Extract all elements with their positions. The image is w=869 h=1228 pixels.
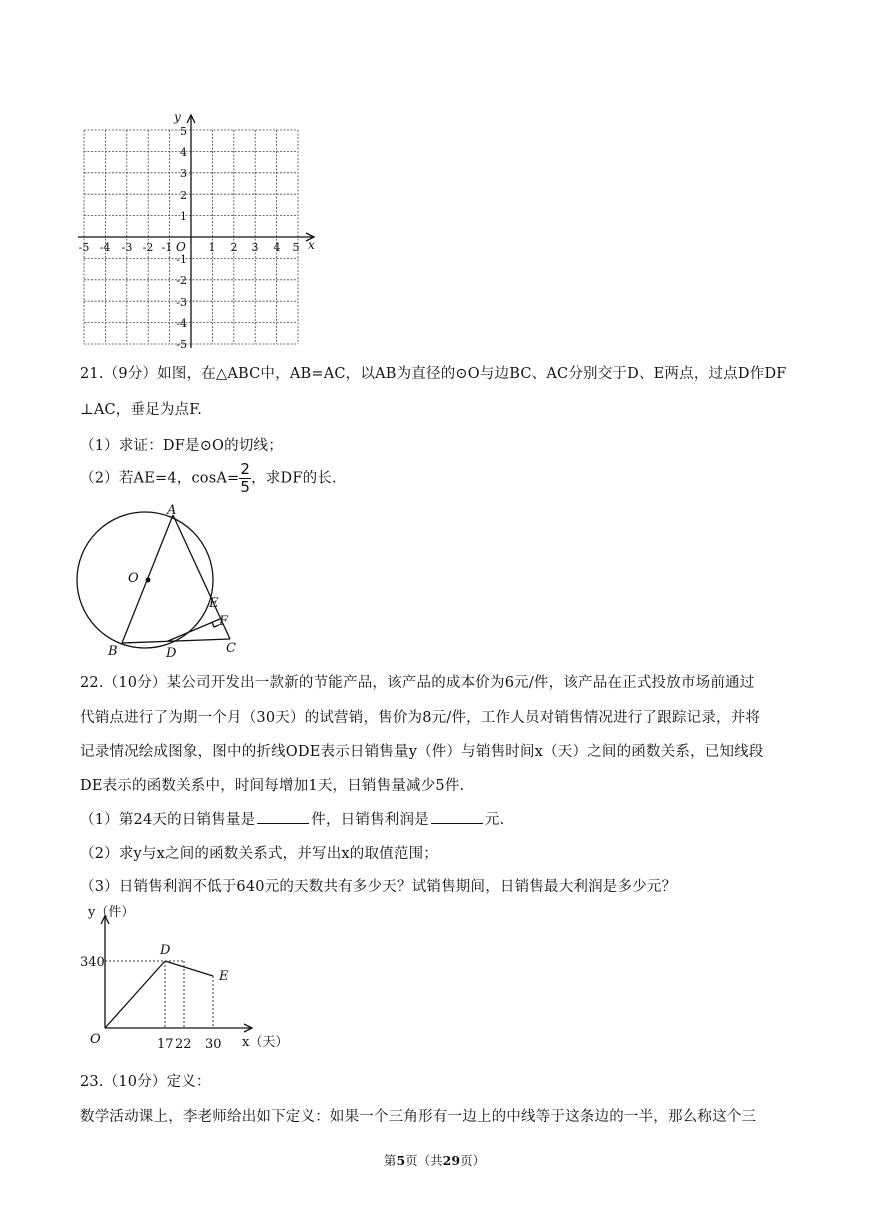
q22-line4: DE表示的函数关系中，时间每增加1天，日销售量减少5件. (80, 778, 465, 794)
q21-line2: ⊥AC，垂足为点F. (80, 402, 203, 418)
coordinate-grid-figure (70, 105, 330, 355)
fraction-denominator: 5 (240, 478, 251, 496)
answer-blank-sales[interactable] (257, 809, 309, 824)
q23-line1: 23.（10分）定义： (80, 1074, 211, 1090)
footer-page-number: 5 (396, 1153, 406, 1168)
q22-line1: 22.（10分）某公司开发出一款新的节能产品，该产品的成本价为6元/件，该产品在正式投放市场前通过 (80, 675, 755, 691)
y-value-340: 340 (80, 955, 105, 970)
y-axis-label: y（件） (88, 905, 135, 920)
x-tick-labels (79, 241, 300, 254)
label-a: A (167, 503, 177, 518)
label-b: B (108, 644, 118, 659)
footer-pre: 第 (383, 1153, 397, 1168)
footer-total-pages: 29 (442, 1153, 461, 1168)
x-tick: 2 (230, 241, 238, 254)
segment-de (165, 961, 213, 976)
y-tick: -1 (176, 253, 187, 266)
label-c: C (226, 641, 236, 656)
segment-od (105, 961, 165, 1028)
q21-line1: 21.（9分）如图，在△ABC中，AB=AC，以AB为直径的⊙O与边BC、AC分别交于D、E两点，过点D作DF (80, 366, 787, 382)
fraction-numerator: 2 (240, 460, 251, 478)
q21-part2 (80, 462, 337, 495)
x-tick: -5 (78, 241, 90, 254)
y-tick: 5 (180, 125, 187, 138)
origin-label: O (90, 1032, 101, 1047)
footer-post: 页） (460, 1153, 486, 1168)
x-tick: -2 (142, 241, 154, 254)
y-tick: -3 (176, 296, 187, 309)
x-tick-17: 17 (157, 1037, 174, 1052)
sales-graph-figure (80, 900, 310, 1055)
point-e-label: E (219, 969, 229, 984)
q22-line2: 代销点进行了为期一个月（30天）的试营销，售价为8元/件，工作人员对销售情况进行了跟踪记录，并将 (80, 710, 761, 726)
label-d: D (166, 646, 177, 661)
q21-part2-pre: （2）若AE=4，cosA= (80, 470, 240, 487)
y-tick: 4 (180, 146, 187, 159)
x-tick: 5 (292, 241, 300, 254)
center-point (146, 578, 151, 583)
q22-line3: 记录情况绘成图象，图中的折线ODE表示日销售量y（件）与销售时间x（天）之间的函数关系，已知线段 (80, 744, 764, 760)
x-tick: -3 (121, 241, 133, 254)
point-d-label: D (160, 943, 171, 958)
circle-triangle-figure (70, 500, 250, 662)
label-f: F (219, 614, 229, 629)
y-tick: -4 (176, 317, 187, 330)
x-tick-22: 22 (175, 1037, 192, 1052)
x-tick: -1 (161, 241, 173, 254)
x-tick: -4 (99, 241, 111, 254)
q21-part1: （1）求证：DF是⊙O的切线； (80, 438, 283, 454)
y-tick-labels (176, 125, 187, 351)
q21-part2-post: ，求DF的长. (251, 470, 337, 487)
q22-part3: （3）日销售利润不低于640元的天数共有多少天？试销售期间，日销售最大利润是多少元？ (80, 879, 677, 895)
q22-part1-b: 件，日销售利润是 (311, 812, 429, 828)
page-footer (0, 1151, 869, 1169)
y-tick: -5 (176, 338, 187, 351)
x-axis-label: x（天） (242, 1035, 289, 1050)
footer-mid: 页（共 (405, 1153, 443, 1168)
label-o: O (128, 571, 139, 586)
y-tick: 2 (180, 189, 187, 202)
y-tick: 1 (180, 210, 187, 223)
circle-o (77, 512, 213, 648)
q22-part1 (80, 808, 504, 829)
answer-blank-profit[interactable] (431, 809, 483, 824)
x-axis-label: x (308, 238, 315, 252)
x-tick: 4 (273, 241, 281, 254)
y-axis-label: y (174, 110, 181, 124)
axes (78, 115, 314, 348)
q22-part1-c: 元. (484, 812, 505, 828)
origin-label: O (176, 240, 186, 254)
cos-fraction (239, 462, 251, 495)
q22-part2: （2）求y与x之间的函数关系式，并写出x的取值范围； (80, 846, 438, 862)
q22-part1-a: （1）第24天的日销售量是 (80, 812, 256, 828)
q23-line2: 数学活动课上，李老师给出如下定义：如果一个三角形有一边上的中线等于这条边的一半，那么称这个三 (80, 1109, 757, 1125)
label-e: E (209, 596, 219, 611)
y-tick: -2 (176, 274, 187, 287)
y-tick: 3 (180, 167, 187, 180)
x-tick: 3 (251, 241, 259, 254)
x-tick: 1 (208, 241, 216, 254)
x-tick-30: 30 (205, 1037, 222, 1052)
